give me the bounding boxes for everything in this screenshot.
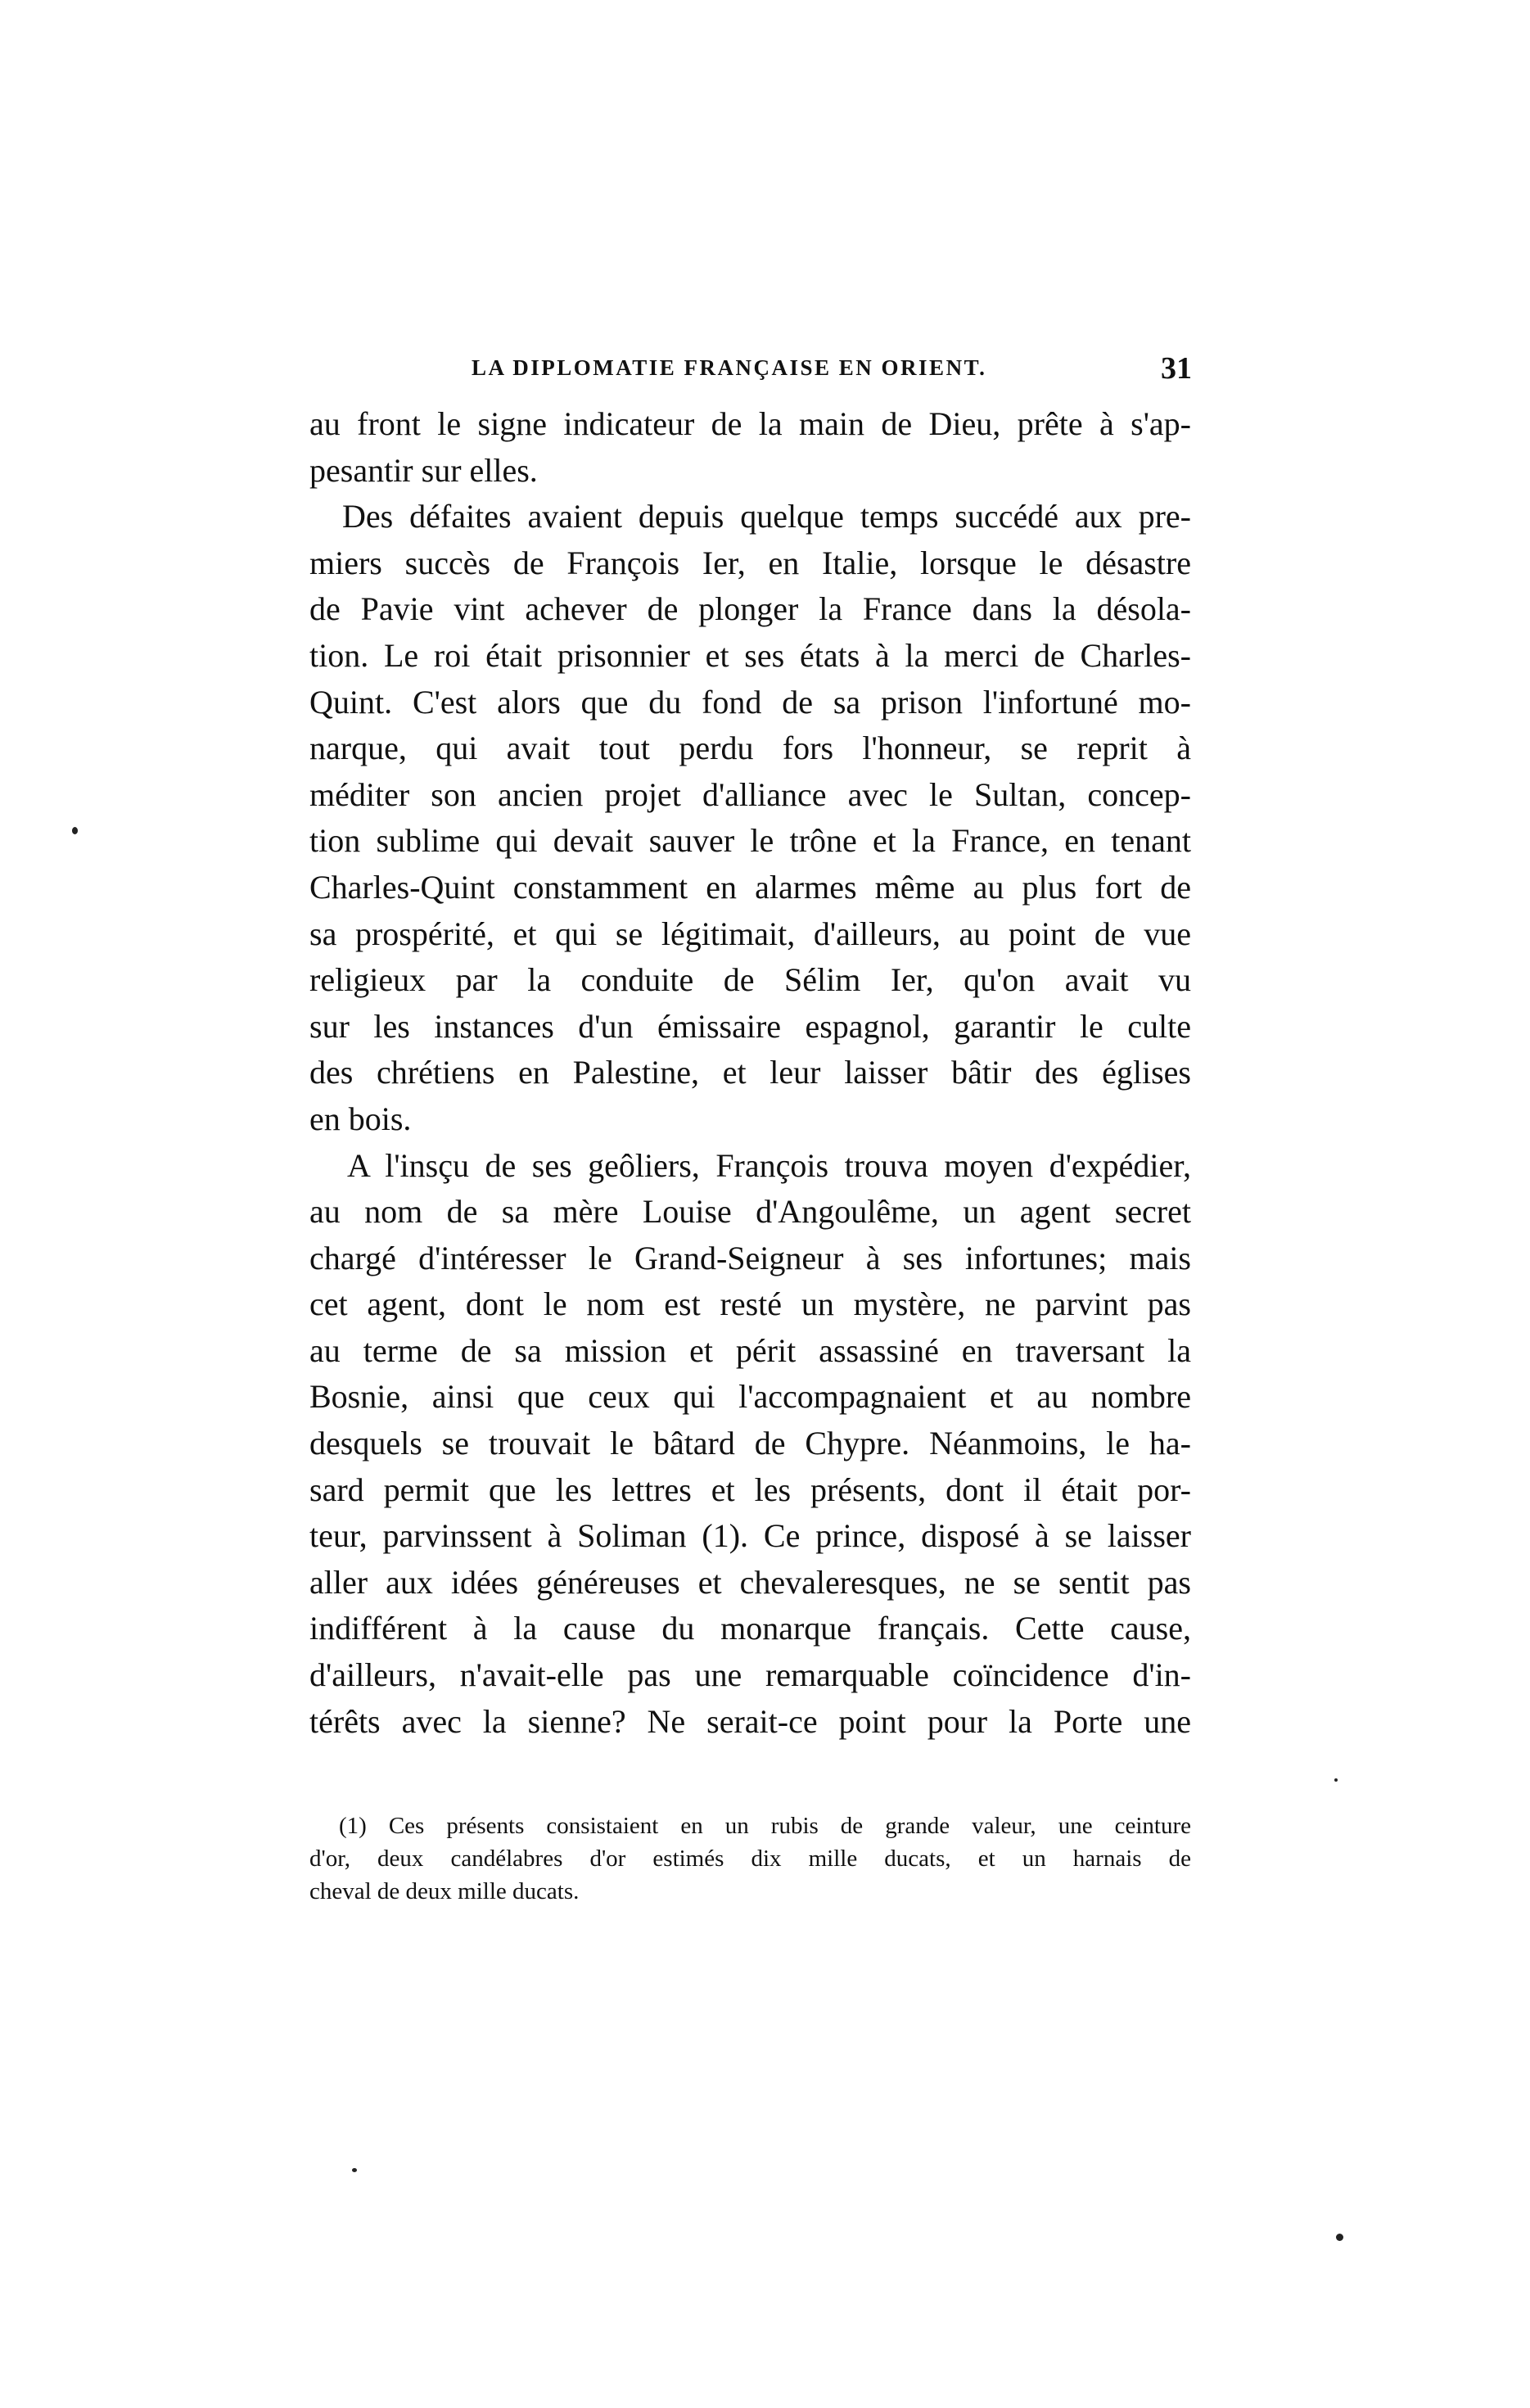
running-head: [472, 350, 1192, 386]
scan-speck: [1334, 1778, 1338, 1782]
text-line: indifférent à la cause du monarque français. Cette cause,: [309, 1610, 1191, 1647]
footnote: [309, 1809, 1191, 1908]
text-line: cet agent, dont le nom est resté un mystère, ne parvint pas: [309, 1285, 1191, 1323]
text-line: en bois.: [309, 1100, 412, 1137]
text-line: desquels se trouvait le bâtard de Chypre. Néanmoins, le ha-: [309, 1425, 1191, 1462]
text-line: de Pavie vint achever de plonger la France dans la désola-: [309, 590, 1191, 628]
text-line: Bosnie, ainsi que ceux qui l'accompagnaient et au nombre: [309, 1378, 1191, 1416]
text-line: chargé d'intéresser le Grand-Seigneur à ses infortunes; mais: [309, 1239, 1191, 1276]
scan-speck: [352, 2168, 357, 2172]
text-line: au front le signe indicateur de la main de Dieu, prête à s'ap-: [309, 405, 1191, 442]
text-line: sur les instances d'un émissaire espagnol, garantir le culte: [309, 1007, 1191, 1045]
text-line: narque, qui avait tout perdu fors l'honneur, se reprit à: [309, 730, 1191, 767]
page-number: 31: [1161, 351, 1192, 386]
text-line: Quint. C'est alors que du fond de sa prison l'infortuné mo-: [309, 683, 1191, 721]
text-line: au nom de sa mère Louise d'Angoulême, un agent secret: [309, 1193, 1191, 1231]
scan-speck: [72, 827, 78, 834]
text-line: sa prospérité, et qui se légitimait, d'ailleurs, au point de vue: [309, 915, 1191, 952]
text-line: pesantir sur elles.: [309, 451, 538, 489]
text-line: des chrétiens en Palestine, et leur laisser bâtir des églises: [309, 1054, 1191, 1091]
text-line: tion sublime qui devait sauver le trône et la France, en tenant: [309, 822, 1191, 860]
footnote-line: (1) Ces présents consistaient en un rubis de grande valeur, une ceinture: [339, 1813, 1191, 1839]
text-line: Charles-Quint constamment en alarmes même au plus fort de: [309, 868, 1191, 906]
text-line: religieux par la conduite de Sélim Ier, qu'on avait vu: [309, 961, 1191, 999]
footnote-line: cheval de deux mille ducats.: [309, 1878, 580, 1904]
footnote-line: d'or, deux candélabres d'or estimés dix mille ducats, et un harnais de: [309, 1846, 1191, 1872]
text-line: teur, parvinssent à Soliman (1). Ce prince, disposé à se laisser: [309, 1517, 1191, 1555]
text-line: au terme de sa mission et périt assassiné en traversant la: [309, 1331, 1191, 1369]
text-line: térêts avec la sienne? Ne serait-ce point pour la Porte une: [309, 1702, 1191, 1740]
main-text: [309, 401, 1191, 1745]
scan-speck: [1336, 2234, 1343, 2241]
text-line: A l'insçu de ses geôliers, François trouva moyen d'expédier,: [347, 1146, 1191, 1184]
text-line: miers succès de François Ier, en Italie, lorsque le désastre: [309, 544, 1191, 581]
text-line: méditer son ancien projet d'alliance avec le Sultan, concep-: [309, 775, 1191, 813]
text-line: sard permit que les lettres et les présents, dont il était por-: [309, 1471, 1191, 1508]
text-line: d'ailleurs, n'avait-elle pas une remarquable coïncidence d'in-: [309, 1656, 1191, 1694]
text-line: Des défaites avaient depuis quelque temps succédé aux pre-: [342, 498, 1191, 535]
text-line: tion. Le roi était prisonnier et ses états à la merci de Charles-: [309, 636, 1191, 674]
running-title: LA DIPLOMATIE FRANÇAISE EN ORIENT.: [472, 355, 987, 380]
text-line: aller aux idées généreuses et chevaleresques, ne se sentit pas: [309, 1563, 1191, 1601]
